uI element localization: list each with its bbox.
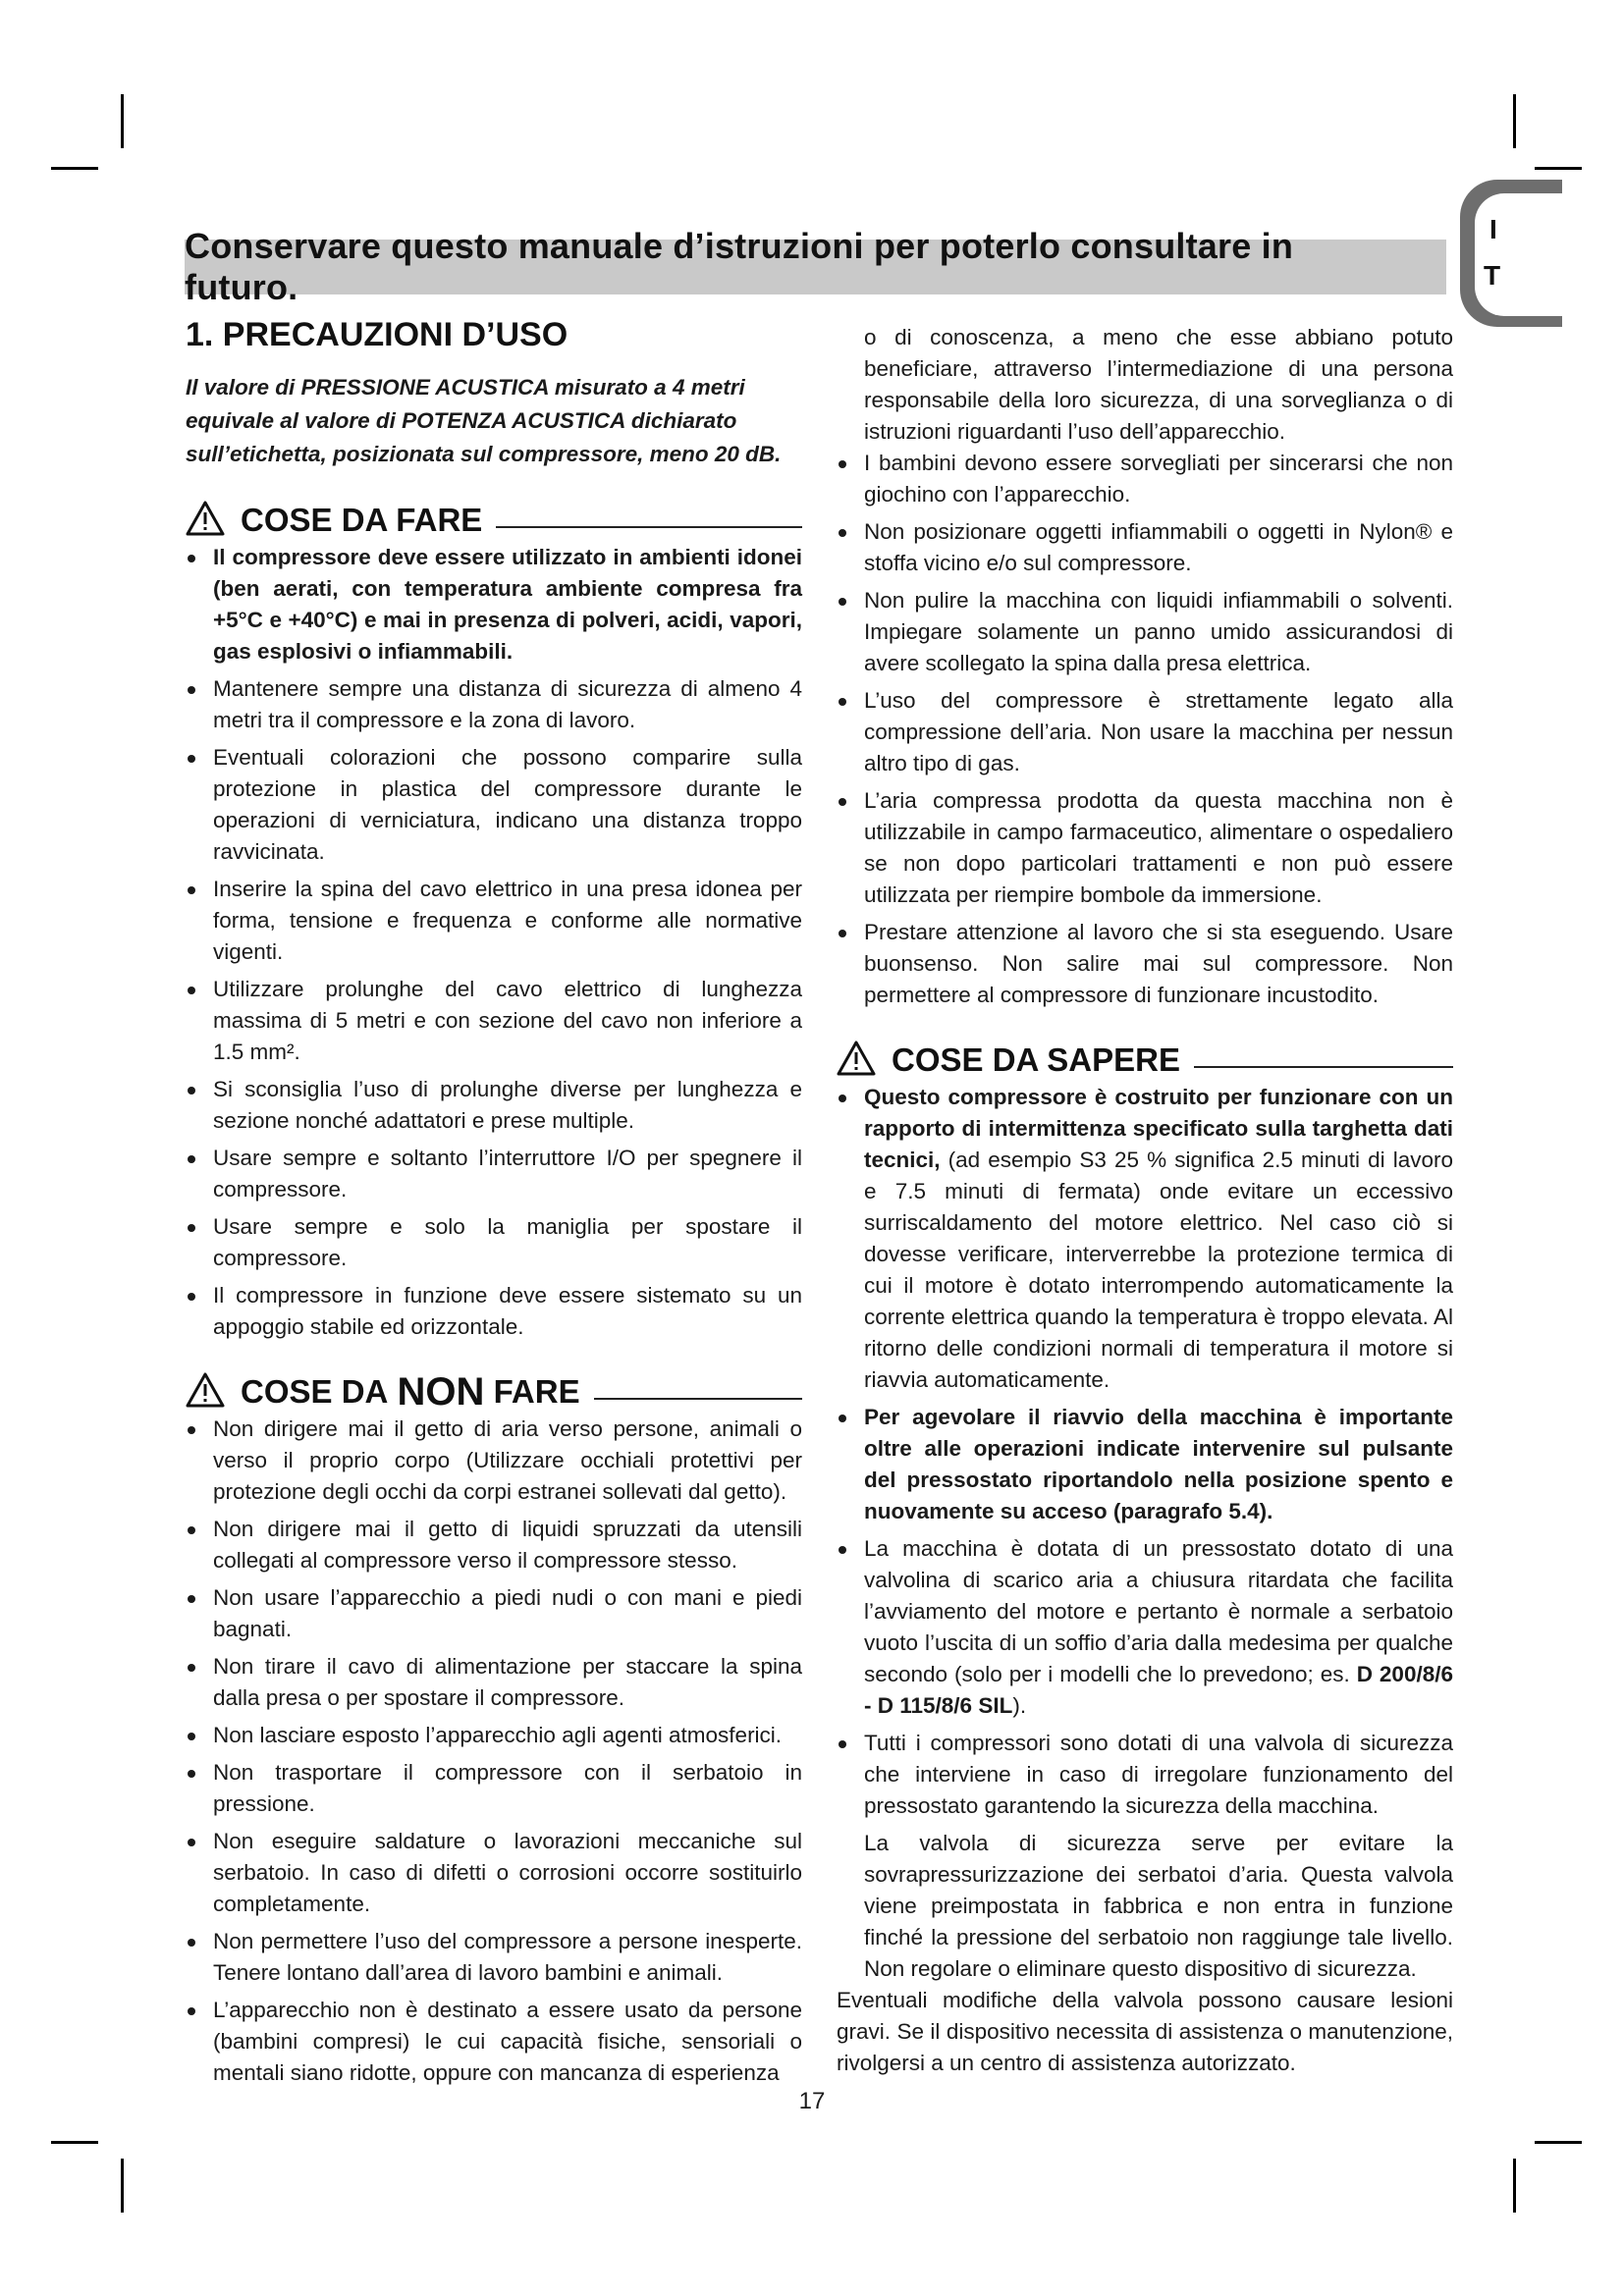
continuation-text: o di conoscenza, a meno che esse abbiano potuto beneficiare, attraverso l’intermediazione di una persona responsabile della loro sicurezza, di una sorveglianza o di istruzioni riguardanti l’uso dell’apparecchio. (864, 325, 1453, 444)
cose-da-fare-title: COSE DA FARE (241, 502, 483, 538)
list-item-text-end: ). (1012, 1693, 1027, 1718)
list-item: Non dirigere mai il getto di liquidi spruzzati da utensili collegati al compressore verso il compressore stesso. (186, 1514, 802, 1576)
list-item (837, 1533, 1453, 1722)
cose-da-fare-heading (186, 493, 802, 536)
list-item-text: (ad esempio S3 25 % significa 2.5 minuti di lavoro e 7.5 minuti di fermata) onde evitare un eccessivo surriscaldamento del motore elettrico. Nel caso ciò si dovesse verificare, interverrebbe la protezione termica di cui il motore è dotato interrompendo automaticamente la corrente elettrica quando la temperatura è troppo elevata. Al ritorno delle condizioni normali di temperatura il motore si riavvia automaticamente. (864, 1148, 1453, 1392)
right-column (837, 322, 1453, 2079)
heading-rule (594, 1398, 802, 1400)
list-item: I bambini devono essere sorvegliati per sincerarsi che non giochino con l’apparecchio. (837, 448, 1453, 510)
list-item: Inserire la spina del cavo elettrico in una presa idonea per forma, tensione e frequenza e conforme alle normative vigenti. (186, 874, 802, 968)
cose-da-sapere-list (837, 1082, 1453, 1822)
cose-da-fare-list (186, 542, 802, 1343)
list-item: Non dirigere mai il getto di aria verso persone, animali o verso il proprio corpo (Utilizzare occhiali protettivi per protezione degli occhi da corpi estranei sollevati dal getto). (186, 1414, 802, 1508)
list-item: L’apparecchio non è destinato a essere usato da persone (bambini compresi) le cui capacità fisiche, sensoriali o mentali siano ridotte, oppure con mancanza di esperienza (186, 1995, 802, 2089)
cose-da-non-fare-heading (186, 1364, 802, 1414)
list-item-text: La macchina è dotata di un pressostato dotato di una valvolina di scarico aria a chiusura ritardata che facilita l’avviamento del motore e pertanto è normale a serbatoio vuoto l’uscita di un soffio d’aria dalla medesima per qualche secondo (solo per i modelli che lo prevedono; es. (864, 1536, 1453, 1686)
list-item: Non tirare il cavo di alimentazione per staccare la spina dalla presa o per spostare il compressore. (186, 1651, 802, 1714)
cose-da-non-fare-title-a: COSE DA (241, 1373, 389, 1410)
valve-modification-paragraph: Eventuali modifiche della valvola possono causare lesioni gravi. Se il dispositivo necessita di assistenza o manutenzione, rivolgersi a un centro di assistenza autorizzato. (837, 1988, 1453, 2075)
model-codes: D 200/8/6 - D 115/8/6 SIL (864, 1662, 1453, 1718)
list-item: Usare sempre e solo la maniglia per spostare il compressore. (186, 1211, 802, 1274)
list-item: Non pulire la macchina con liquidi infiammabili o solventi. Impiegare solamente un panno umido assicurandosi di avere scollegato la spina dalla presa elettrica. (837, 585, 1453, 679)
list-item: Non permettere l’uso del compressore a persone inesperte. Tenere lontano dall’area di lavoro bambini e animali. (186, 1926, 802, 1989)
list-item: Utilizzare prolunghe del cavo elettrico di lunghezza massima di 5 metri e con sezione del cavo non inferiore a 1.5 mm². (186, 974, 802, 1068)
heading-rule (1194, 1066, 1453, 1068)
crop-mark-bottom-left-h (51, 2141, 98, 2144)
list-item: Mantenere sempre una distanza di sicurezza di almeno 4 metri tra il compressore e la zona di lavoro. (186, 673, 802, 736)
language-tab-inner (1475, 193, 1565, 316)
safety-valve-paragraph: La valvola di sicurezza serve per evitare la sovrapressurizzazione dei serbatoi d’aria. Questa valvola viene preimpostata in fabbrica e non entra in funzione finché la pressione del serbatoio non raggiunge tale livello. Non regolare o eliminare questo dispositivo di sicurezza. (864, 1831, 1453, 1981)
heading-rule (496, 526, 802, 528)
crop-mark-top-left-h (51, 167, 98, 170)
section-title: 1. PRECAUZIONI D’USO (186, 316, 568, 353)
list-item (837, 1082, 1453, 1396)
list-item: Non usare l’apparecchio a piedi nudi o con mani e piedi bagnati. (186, 1582, 802, 1645)
crop-mark-bottom-right-h (1535, 2141, 1582, 2144)
header-banner (185, 226, 1446, 307)
warning-icon (186, 1372, 225, 1408)
page-number: 17 (798, 2088, 826, 2114)
cose-da-non-fare-title-c: FARE (493, 1373, 580, 1410)
cose-da-sapere-heading (837, 1033, 1453, 1076)
crop-mark-bottom-left-v (121, 2159, 124, 2213)
list-item: Si sconsiglia l’uso di prolunghe diverse per lunghezza e sezione nonché adattatori e prese multiple. (186, 1074, 802, 1137)
language-letter-i: I (1489, 214, 1497, 244)
list-item: Il compressore in funzione deve essere sistemato su un appoggio stabile ed orizzontale. (186, 1280, 802, 1343)
list-item: Eventuali colorazioni che possono comparire sulla protezione in plastica del compressore durante le operazioni di verniciatura, indicano una distanza troppo ravvicinata. (186, 742, 802, 868)
list-item: Il compressore deve essere utilizzato in ambienti idonei (ben aerati, con temperatura ambiente compresa fra +5°C e +40°C) e mai in presenza di polveri, acidi, vapori, gas esplosivi o infiammabili. (186, 542, 802, 667)
list-item-bold: Questo compressore è costruito per funzionare con un rapporto di intermittenza specificato sulla targhetta dati tecnici, (864, 1085, 1453, 1172)
list-item: Per agevolare il riavvio della macchina è importante oltre alle operazioni indicate intervenire sul pulsante del pressostato riportandolo nella posizione spento e nuovamente su acceso (paragrafo 5.4). (837, 1402, 1453, 1527)
list-item: Non eseguire saldature o lavorazioni meccaniche sul serbatoio. In caso di difetti o corrosioni occorre sostituirlo completamente. (186, 1826, 802, 1920)
cose-da-non-fare-title-b: NON (397, 1370, 485, 1414)
cose-da-non-fare-list-continued (837, 448, 1453, 1011)
list-item: L’uso del compressore è strettamente legato alla compressione dell’aria. Non usare la macchina per nessun altro tipo di gas. (837, 685, 1453, 779)
list-item: Tutti i compressori sono dotati di una valvola di sicurezza che interviene in caso di irregolare funzionamento del pressostato garantendo la sicurezza della macchina. (837, 1728, 1453, 1822)
crop-mark-bottom-right-v (1513, 2159, 1516, 2213)
crop-mark-top-right-h (1535, 167, 1582, 170)
left-column (186, 371, 802, 2095)
cose-da-non-fare-list (186, 1414, 802, 2089)
warning-icon (186, 501, 225, 536)
crop-mark-top-left-v (121, 94, 124, 148)
list-item: Prestare attenzione al lavoro che si sta eseguendo. Usare buonsenso. Non salire mai sul compressore. Non permettere al compressore di funzionare incustodito. (837, 917, 1453, 1011)
acoustic-note: Il valore di PRESSIONE ACUSTICA misurato a 4 metri equivale al valore di POTENZA ACUSTICA dichiarato sull’etichetta, posizionata sul compressore, meno 20 dB. (186, 375, 782, 466)
list-item: Non posizionare oggetti infiammabili o oggetti in Nylon® e stoffa vicino e/o sul compressore. (837, 516, 1453, 579)
header-banner-text: Conservare questo manuale d’istruzioni per poterlo consultare in futuro. (185, 226, 1294, 307)
cose-da-sapere-title: COSE DA SAPERE (892, 1041, 1181, 1078)
list-item: L’aria compressa prodotta da questa macchina non è utilizzabile in campo farmaceutico, alimentare o ospedaliero se non dopo particolari trattamenti e non può essere utilizzata per riempire bombole da immersione. (837, 785, 1453, 911)
language-letter-t: T (1484, 260, 1501, 291)
warning-icon (837, 1041, 876, 1076)
list-item: Non lasciare esposto l’apparecchio agli agenti atmosferici. (186, 1720, 802, 1751)
list-item: Usare sempre e soltanto l’interruttore I/O per spegnere il compressore. (186, 1143, 802, 1205)
crop-mark-top-right-v (1513, 94, 1516, 148)
list-item: Non trasportare il compressore con il serbatoio in pressione. (186, 1757, 802, 1820)
